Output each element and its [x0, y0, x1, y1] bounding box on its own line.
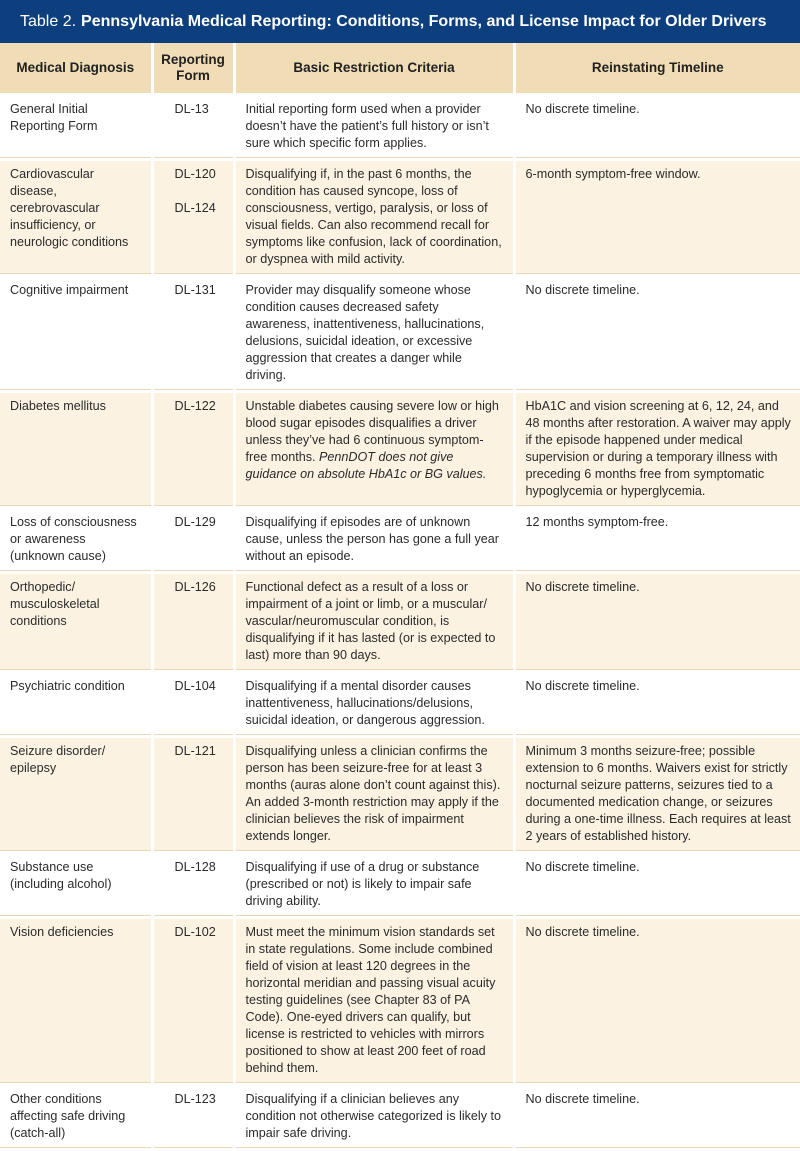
cell-restriction-criteria	[234, 853, 514, 918]
form-code: DL-121	[174, 744, 216, 758]
cell-reinstating-timeline: No discrete timeline.	[514, 276, 800, 392]
cell-diagnosis: Diabetes mellitus	[0, 392, 152, 508]
header-diagnosis: Medical Diagnosis	[0, 43, 152, 95]
form-spacer	[175, 183, 225, 200]
form-code: DL-104	[174, 679, 216, 693]
reporting-table	[0, 43, 800, 1151]
form-code: DL-120	[174, 167, 216, 181]
cell-reinstating-timeline: No discrete timeline.	[514, 672, 800, 737]
cell-diagnosis: Cognitive impairment	[0, 276, 152, 392]
cell-reporting-form	[152, 573, 234, 672]
table-row	[0, 1085, 800, 1150]
cell-reporting-form	[152, 160, 234, 276]
cell-reporting-form	[152, 853, 234, 918]
cell-reporting-form	[152, 918, 234, 1085]
cell-reporting-form	[152, 508, 234, 573]
table-row	[0, 918, 800, 1085]
criteria-text: Disqualifying unless a clinician confirms the person has been seizure-free for at least 3 months (auras alone don’t count against this). An added 3-month restriction may apply if the clinician believes the risk of impairment extends longer.	[245, 744, 501, 843]
cell-reporting-form	[152, 672, 234, 737]
cell-diagnosis: Cardiovascular disease, cerebrovascular insufficiency, or neurologic conditions	[0, 160, 152, 276]
form-code: DL-13	[174, 102, 209, 116]
form-code: DL-129	[174, 515, 216, 529]
criteria-text: Disqualifying if episodes are of unknown cause, unless the person has gone a full year without an episode.	[245, 515, 499, 563]
form-code: DL-123	[174, 1092, 216, 1106]
cell-diagnosis: Vision deficiencies	[0, 918, 152, 1085]
form-code: DL-122	[174, 399, 216, 413]
table-number: Table 2.	[20, 12, 77, 30]
cell-reinstating-timeline: No discrete timeline.	[514, 573, 800, 672]
cell-reporting-form	[152, 392, 234, 508]
table-title: Pennsylvania Medical Reporting: Conditions, Forms, and License Impact for Older Drivers	[81, 12, 767, 30]
criteria-text: Disqualifying if use of a drug or substance (prescribed or not) is likely to impair safe driving ability.	[245, 860, 480, 908]
cell-reinstating-timeline: 6-month symptom-free window.	[514, 160, 800, 276]
cell-reinstating-timeline: HbA1C and vision screening at 6, 12, 24, and 48 months after restoration. A waiver may apply if the episode happened under medical supervision or during a temporary illness with preceding 6 months free from symptomatic hypoglycemia or hyperglycemia.	[514, 392, 800, 508]
cell-diagnosis: General Initial Reporting Form	[0, 95, 152, 160]
criteria-text: Provider may disqualify someone whose condition causes decreased safety awareness, inattentiveness, hallucinations, delusions, suicidal ideation, or excessive aggression that creates a danger while driving.	[245, 283, 485, 382]
cell-diagnosis: Orthopedic/ musculoskeletal conditions	[0, 573, 152, 672]
cell-reporting-form	[152, 276, 234, 392]
table-row	[0, 508, 800, 573]
form-code: DL-128	[174, 860, 216, 874]
cell-reinstating-timeline: No discrete timeline.	[514, 1085, 800, 1150]
table-row	[0, 392, 800, 508]
cell-reporting-form	[152, 737, 234, 853]
criteria-note: PennDOT does not give guidance on absolute HbA1c or BG values.	[245, 450, 487, 481]
criteria-text: Unstable diabetes causing severe low or high blood sugar episodes disqualifies a driver unless they’ve had 6 continuous symptom-free months.	[245, 399, 499, 464]
criteria-text: Disqualifying if a clinician believes any condition not otherwise categorized is likely to impair safe driving.	[245, 1092, 502, 1140]
cell-reporting-form	[152, 1085, 234, 1150]
cell-restriction-criteria	[234, 508, 514, 573]
cell-diagnosis: Loss of consciousness or awareness (unknown cause)	[0, 508, 152, 573]
table-title-bar	[0, 0, 800, 43]
cell-restriction-criteria	[234, 95, 514, 160]
cell-restriction-criteria	[234, 672, 514, 737]
criteria-text: Disqualifying if, in the past 6 months, the condition has caused syncope, loss of consciousness, vertigo, paralysis, or loss of visual fields. Can also recommend recall for symptoms like confusion, lack of coordination, or dyspnea with mild activity.	[245, 167, 502, 266]
cell-restriction-criteria	[234, 1085, 514, 1150]
cell-restriction-criteria	[234, 573, 514, 672]
cell-reinstating-timeline: 12 months symptom-free.	[514, 508, 800, 573]
criteria-text: Functional defect as a result of a loss or impairment of a joint or limb, or a muscular/ vascular/neuromuscular condition, is disqualifying if it has lasted (or is expected to last) more than 90 days.	[245, 580, 496, 662]
cell-diagnosis: Other conditions affecting safe driving (catch-all)	[0, 1085, 152, 1150]
form-code: DL-126	[174, 580, 216, 594]
table-body	[0, 95, 800, 1150]
form-code: DL-102	[174, 925, 216, 939]
table-row	[0, 276, 800, 392]
header-restriction-criteria: Basic Restriction Criteria	[234, 43, 514, 95]
cell-reinstating-timeline: No discrete timeline.	[514, 853, 800, 918]
form-code: DL-124	[174, 201, 216, 215]
header-reinstating-timeline: Reinstating Timeline	[514, 43, 800, 95]
cell-diagnosis: Psychiatric condition	[0, 672, 152, 737]
table-row	[0, 160, 800, 276]
cell-restriction-criteria	[234, 392, 514, 508]
cell-restriction-criteria	[234, 918, 514, 1085]
cell-reinstating-timeline: No discrete timeline.	[514, 918, 800, 1085]
table-row	[0, 573, 800, 672]
cell-reinstating-timeline: No discrete timeline.	[514, 95, 800, 160]
cell-reporting-form	[152, 95, 234, 160]
cell-diagnosis: Seizure disorder/ epilepsy	[0, 737, 152, 853]
cell-reinstating-timeline: Minimum 3 months seizure-free; possible extension to 6 months. Waivers exist for strictly nocturnal seizure patterns, seizures tied to a documented medication change, or seizures during a one-time illness. Each requires at least 2 years of established history.	[514, 737, 800, 853]
table-row	[0, 672, 800, 737]
form-code: DL-131	[174, 283, 216, 297]
criteria-text: Disqualifying if a mental disorder causes inattentiveness, hallucinations/delusions, suicidal ideation, or dangerous aggression.	[245, 679, 485, 727]
header-row	[0, 43, 800, 95]
cell-diagnosis: Substance use (including alcohol)	[0, 853, 152, 918]
cell-restriction-criteria	[234, 276, 514, 392]
header-reporting-form: Reporting Form	[152, 43, 234, 95]
table-row	[0, 95, 800, 160]
cell-restriction-criteria	[234, 737, 514, 853]
table-row	[0, 853, 800, 918]
table-row	[0, 737, 800, 853]
cell-restriction-criteria	[234, 160, 514, 276]
criteria-text: Initial reporting form used when a provider doesn’t have the patient’s full history or isn’t sure which specific form applies.	[245, 102, 489, 150]
criteria-text: Must meet the minimum vision standards set in state regulations. Some include combined field of vision at least 120 degrees in the horizontal meridian and passing visual acuity testing guidelines (see Chapter 83 of PA Code). One-eyed drivers can qualify, but license is restricted to vehicles with mirrors positioned to show at least 200 feet of road behind them.	[245, 925, 496, 1075]
